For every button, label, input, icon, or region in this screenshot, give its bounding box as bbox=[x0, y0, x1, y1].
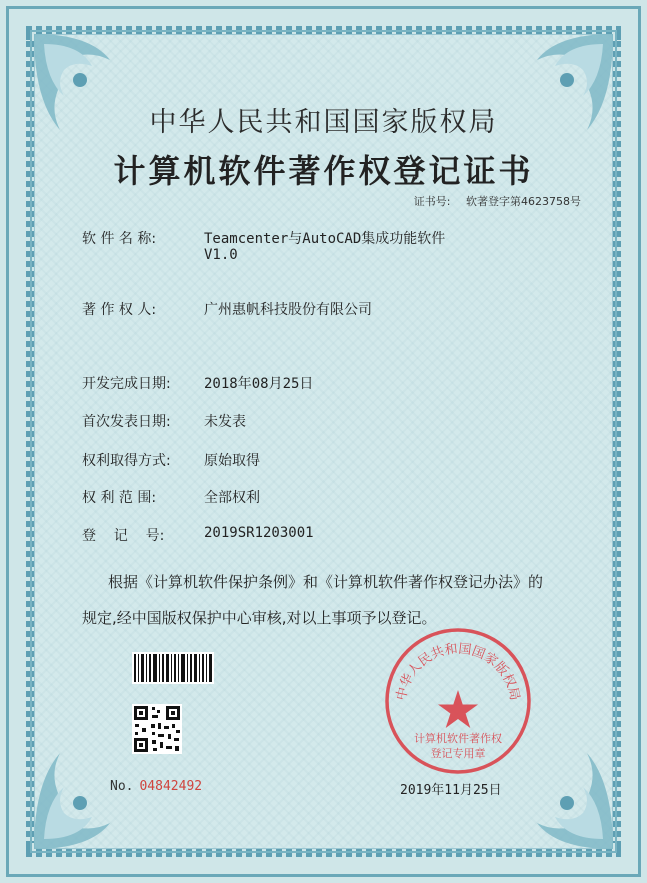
certificate-title: 计算机软件著作权登记证书 bbox=[113, 152, 534, 190]
serial-number-value: 04842492 bbox=[139, 779, 203, 794]
corner-ornament-bottom-left bbox=[30, 743, 140, 853]
official-seal bbox=[383, 626, 533, 776]
certificate-number-label: 证书号: bbox=[413, 195, 451, 208]
first-publication-label: 首次发表日期: bbox=[82, 414, 171, 430]
issue-date: 2019年11月25日 bbox=[400, 783, 502, 798]
star-icon bbox=[438, 690, 478, 728]
serial-number-label: No. bbox=[110, 779, 134, 794]
barcode-icon bbox=[132, 652, 214, 684]
serial-number bbox=[110, 779, 202, 794]
first-publication-value: 未发表 bbox=[204, 414, 246, 430]
completion-date-value: 2018年08月25日 bbox=[204, 376, 314, 392]
registration-number-value: 2019SR1203001 bbox=[204, 525, 314, 541]
rights-scope-value: 全部权利 bbox=[204, 490, 260, 506]
rights-scope-label: 权 利 范 围: bbox=[82, 490, 157, 506]
svg-text:中华人民共和国国家版权局: 中华人民共和国国家版权局 bbox=[394, 641, 522, 702]
certificate-number-value: 软著登字第4623758号 bbox=[466, 195, 581, 208]
software-name-value: Teamcenter与AutoCAD集成功能软件 bbox=[204, 231, 446, 247]
qr-code-icon bbox=[132, 704, 182, 754]
certificate-number bbox=[414, 193, 581, 209]
acquisition-method-label: 权利取得方式: bbox=[82, 453, 171, 469]
statement-line-2: 规定,经中国版权保护中心审核,对以上事项予以登记。 bbox=[82, 609, 437, 627]
svg-text:计算机软件著作权: 计算机软件著作权 bbox=[414, 732, 502, 745]
acquisition-method-value: 原始取得 bbox=[204, 453, 260, 469]
svg-text:登记专用章: 登记专用章 bbox=[430, 747, 486, 760]
copyright-owner-label: 著 作 权 人: bbox=[82, 302, 157, 318]
statement-line-1: 根据《计算机软件保护条例》和《计算机软件著作权登记办法》的 bbox=[108, 573, 544, 591]
completion-date-label: 开发完成日期: bbox=[82, 376, 171, 392]
software-name-label: 软 件 名 称: bbox=[82, 231, 157, 247]
copyright-owner-value: 广州惠帆科技股份有限公司 bbox=[204, 302, 372, 318]
issuing-authority: 中华人民共和国国家版权局 bbox=[149, 107, 498, 138]
registration-number-label: 登 记 号: bbox=[82, 528, 165, 544]
software-version-value: V1.0 bbox=[204, 247, 238, 263]
